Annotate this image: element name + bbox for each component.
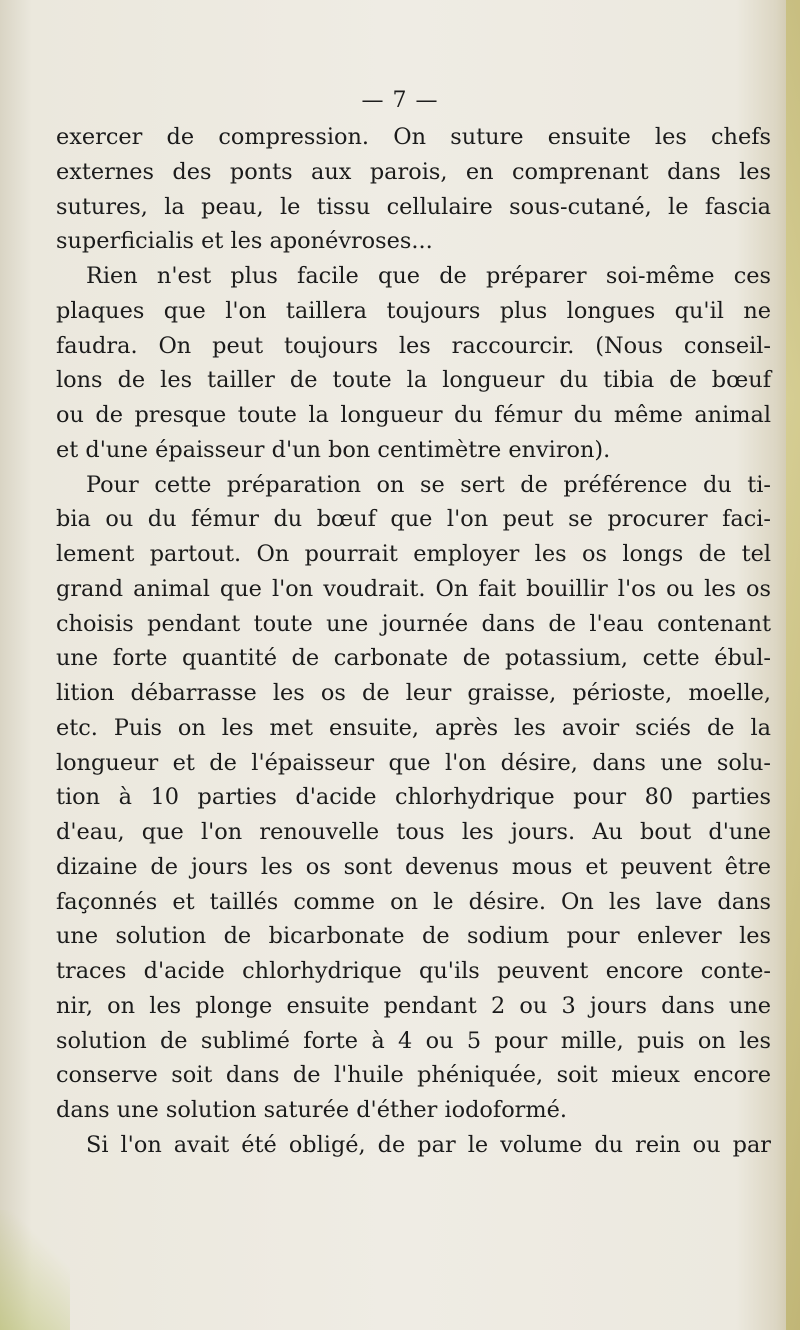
text-line: etc. Puis on les met ensuite, après les avoir sciés de la [56,714,771,741]
text-line: superficialis et les aponévroses... [56,228,433,255]
text-line: plaques que l'on taillera toujours plus longues qu'il ne [56,297,771,324]
text-line: Rien n'est plus facile que de préparer soi-même ces [86,263,771,289]
text-line: dans une solution saturée d'éther iodoformé. [56,1097,567,1123]
text-line: une forte quantité de carbonate de potassium, cette ébul- [56,645,771,672]
text-line: lement partout. On pourrait employer les os longs de tel [56,541,771,567]
text-line: nir, on les plonge ensuite pendant 2 ou 3 jours dans une [56,992,771,1019]
text-line: grand animal que l'on voudrait. On fait bouillir l'os ou les os [56,575,771,602]
text-line: ou de presque toute la longueur du fémur du même animal [56,402,771,428]
text-line: traces d'acide chlorhydrique qu'ils peuvent encore conte- [56,958,771,984]
text-line: exercer de compression. On suture ensuite les chefs [56,124,771,150]
body-text [56,120,771,1163]
text-line: sutures, la peau, le tissu cellulaire sous-cutané, le fascia [56,193,771,220]
text-line: lition débarrasse les os de leur graisse, périoste, moelle, [56,680,771,706]
page-stain [0,1210,70,1330]
text-line: façonnés et taillés comme on le désire. On les lave dans [56,888,771,915]
text-line: et d'une épaisseur d'un bon centimètre environ). [56,436,611,463]
text-line: solution de sublimé forte à 4 ou 5 pour mille, puis on les [56,1027,771,1054]
text-line: dizaine de jours les os sont devenus mous et peuvent être [56,853,771,880]
text-line: bia ou du fémur du bœuf que l'on peut se procurer faci- [56,506,771,533]
text-line: conserve soit dans de l'huile phéniquée, soit mieux encore [56,1062,771,1089]
text-line: Si l'on avait été obligé, de par le volume du rein ou par [86,1131,771,1158]
text-line: choisis pendant toute une journée dans de l'eau contenant [56,610,771,637]
text-line: tion à 10 parties d'acide chlorhydrique pour 80 parties [56,784,771,811]
text-line: une solution de bicarbonate de sodium pour enlever les [56,923,771,950]
page-number: — 7 — [361,88,439,113]
text-line: longueur et de l'épaisseur que l'on désire, dans une solu- [56,749,771,776]
text-line: lons de les tailler de toute la longueur du tibia de bœuf [56,367,771,394]
text-line: externes des ponts aux parois, en comprenant dans les [56,158,771,185]
text-line: faudra. On peut toujours les raccourcir. (Nous conseil- [56,332,771,359]
text-line: d'eau, que l'on renouvelle tous les jours. Au bout d'une [56,819,771,845]
page-edge-shadow [786,0,800,1330]
text-line: Pour cette préparation on se sert de préférence du ti- [86,471,771,498]
